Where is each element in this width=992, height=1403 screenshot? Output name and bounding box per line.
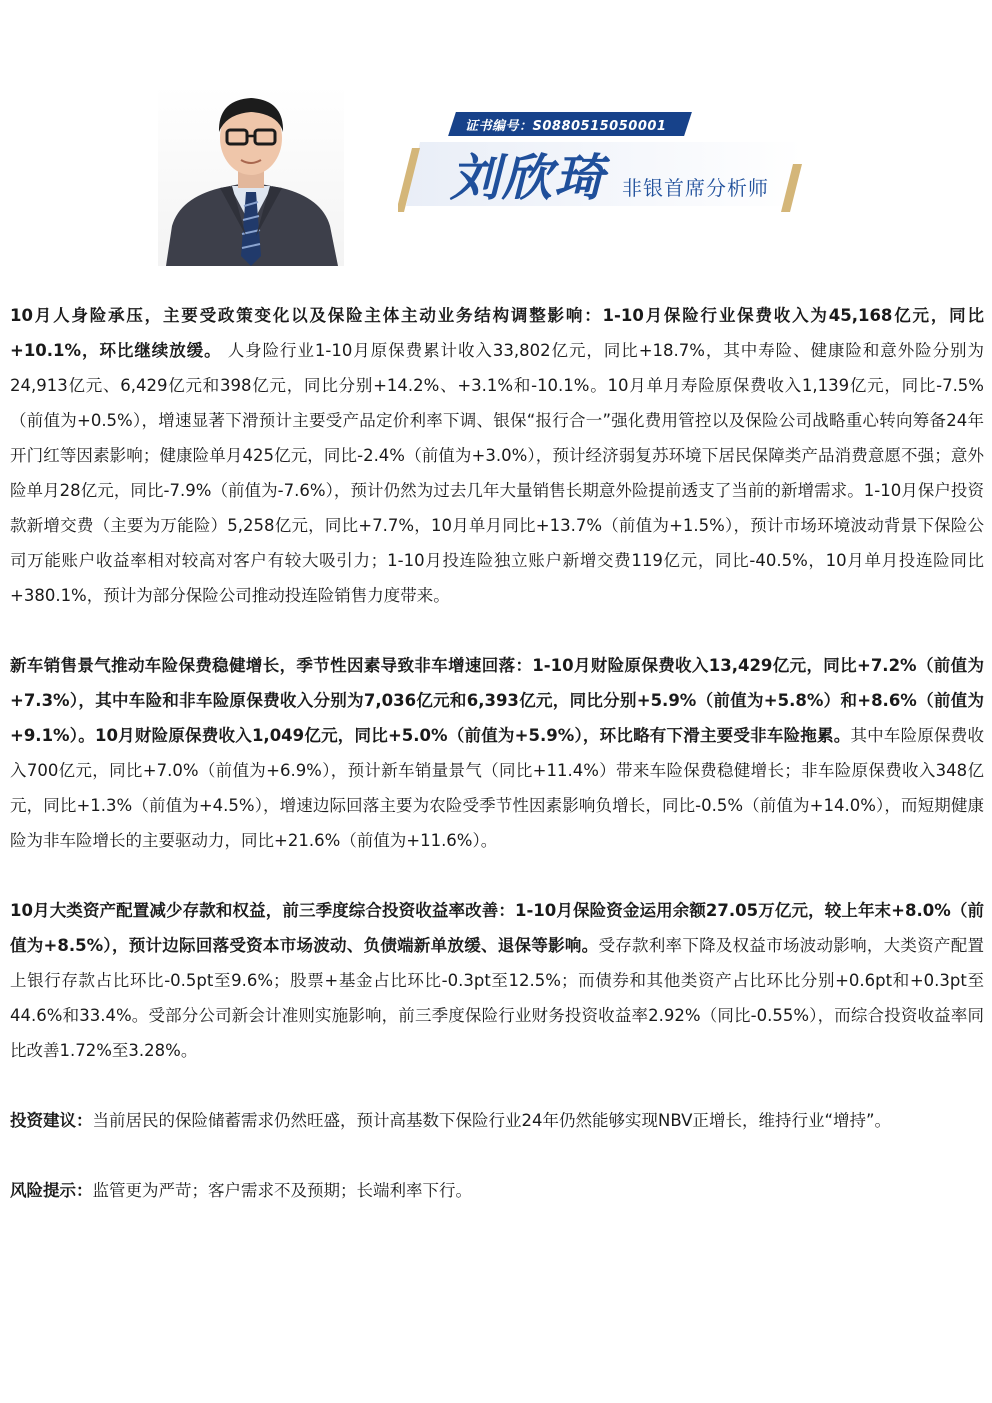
analyst-portrait — [158, 86, 344, 266]
paragraph-investment-advice — [10, 1103, 984, 1138]
analyst-name: 刘欣琦 — [450, 148, 606, 207]
paragraph-text: 其中车险原保费收入700亿元，同比+7.0%（前值为+6.9%），预计新车销量景气（同比+11.4%）带来车险保费稳健增长；非车险原保费收入348亿元，同比+1.3%（前值为+4.5%），增速边际回落主要为农险受季节性因素影响负增长，同比-0.5%（前值为+14.0%），而短期健康险为非车险增长的主要驱动力，同比+21.6%（前值为+11.6%）。 — [10, 726, 984, 850]
article-body — [10, 298, 984, 1243]
paragraph-text: 人身险行业1-10月原保费累计收入33,802亿元，同比+18.7%，其中寿险、健康险和意外险分别为24,913亿元、6,429亿元和398亿元，同比分别+14.2%、+3.1%和-10.1%。10月单月寿险原保费收入1,139亿元，同比-7.5%（前值为+0.5%），增速显著下滑预计主要受产品定价利率下调、银保“报行合一”强化费用管控以及保险公司战略重心转向筹备24年开门红等因素影响；健康险单月425亿元，同比-2.4%（前值为+3.0%），预计经济弱复苏环境下居民保障类产品消费意愿不强；意外险单月28亿元，同比-7.9%（前值为-7.6%），预计仍然为过去几年大量销售长期意外险提前透支了当前的新增需求。1-10月保户投资款新增交费（主要为万能险）5,258亿元，同比+7.7%，10月单月同比+13.7%（前值为+1.5%），预计市场环境波动背景下保险公司万能账户收益率相对较高对客户有较大吸引力；1-10月投连险独立账户新增交费119亿元，同比-40.5%，10月单月投连险同比+380.1%，预计为部分保险公司推动投连险销售力度带来。 — [10, 341, 984, 605]
paragraph-asset-allocation — [10, 893, 984, 1068]
paragraph-risk-warning — [10, 1173, 984, 1208]
paragraph-heading: 投资建议： — [10, 1111, 93, 1130]
paragraph-heading: 10月大类资产配置减少存款和权益，前三季度综合投资收益率改善：1-10月保险资金运用余额27.05万亿元，较上年末+8.0%（前值为+8.5%），预计边际回落受资本市场波动、负债端新单放缓、退保等影响。 — [10, 901, 984, 955]
certificate-number: 证书编号：S0880515050001 — [465, 119, 667, 134]
analyst-title: 非银首席分析师 — [622, 176, 769, 200]
paragraph-text: 监管更为严苛；客户需求不及预期；长端利率下行。 — [92, 1181, 472, 1200]
analyst-banner — [0, 0, 992, 280]
paragraph-life-insurance — [10, 298, 984, 613]
paragraph-heading: 风险提示： — [10, 1181, 93, 1200]
paragraph-heading: 10月人身险承压，主要受政策变化以及保险主体主动业务结构调整影响：1-10月保险行业保费收入为45,168亿元，同比+10.1%，环比继续放缓。 — [10, 306, 984, 360]
paragraph-text: 当前居民的保险储蓄需求仍然旺盛，预计高基数下保险行业24年仍然能够实现NBV正增长，维持行业“增持”。 — [92, 1111, 892, 1130]
paragraph-property-insurance — [10, 648, 984, 858]
paragraph-text: 受存款利率下降及权益市场波动影响，大类资产配置上银行存款占比环比-0.5pt至9.6%；股票+基金占比环比-0.3pt至12.5%；而债券和其他类资产占比环比分别+0.6pt和+0.3pt至44.6%和33.4%。受部分公司新会计准则实施影响，前三季度保险行业财务投资收益率2.92%（同比-0.55%），而综合投资收益率同比改善1.72%至3.28%。 — [10, 936, 985, 1060]
paragraph-heading: 新车销售景气推动车险保费稳健增长，季节性因素导致非车增速回落：1-10月财险原保费收入13,429亿元，同比+7.2%（前值为+7.3%），其中车险和非车险原保费收入分别为7,036亿元和6,393亿元，同比分别+5.9%（前值为+5.8%）和+8.6%（前值为+9.1%）。10月财险原保费收入1,049亿元，同比+5.0%（前值为+5.9%），环比略有下滑主要受非车险拖累。 — [10, 656, 984, 745]
